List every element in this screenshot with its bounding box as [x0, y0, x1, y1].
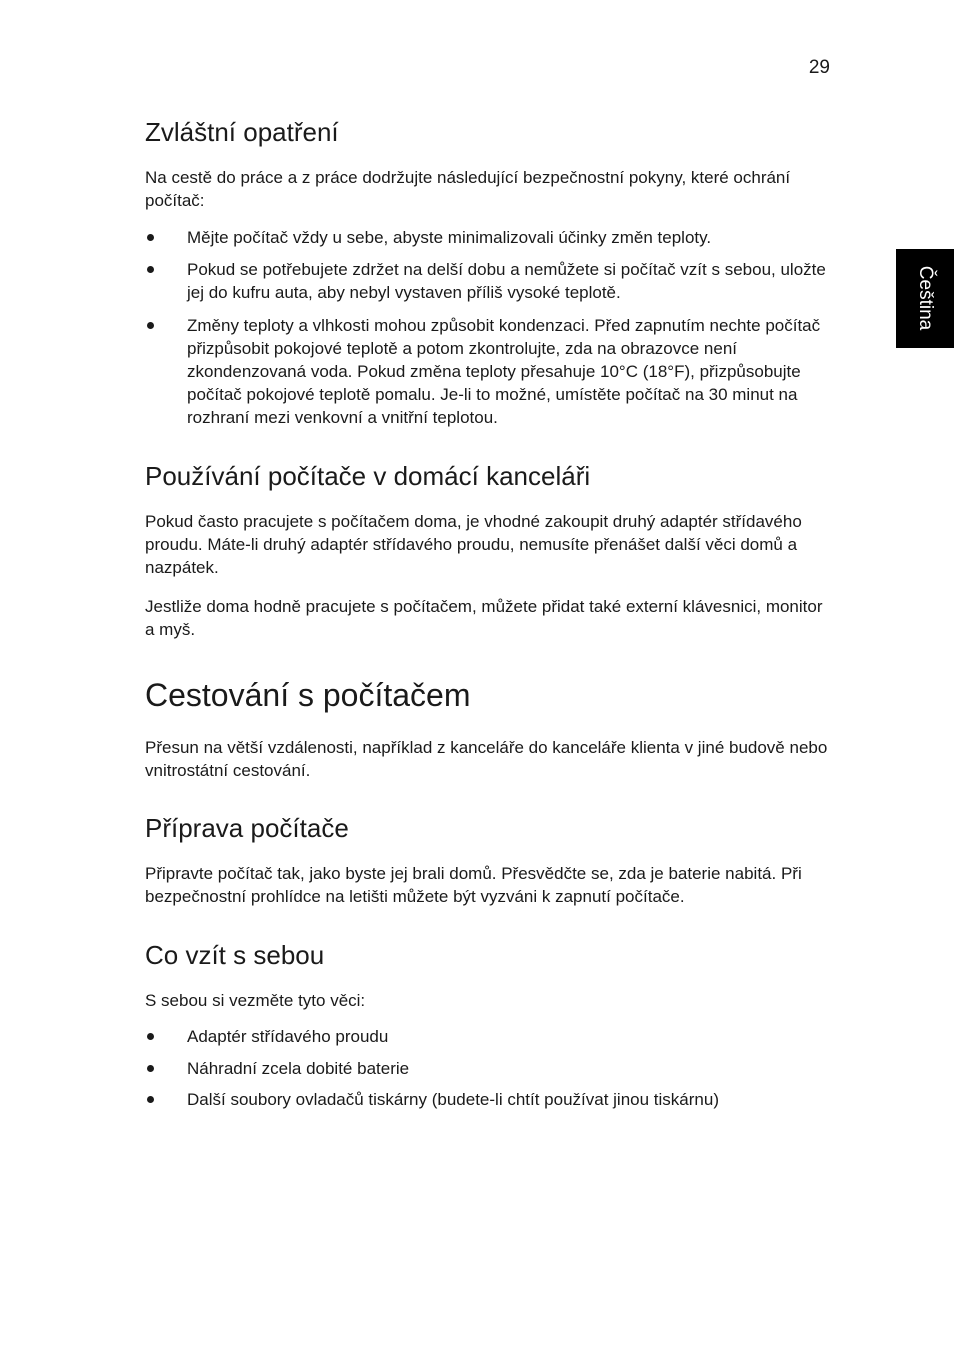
list-item-text: Mějte počítač vždy u sebe, abyste minimalizovali účinky změn teploty. — [187, 228, 712, 247]
language-tab-label: Čeština — [915, 265, 936, 331]
what-to-bring-intro: S sebou si vezměte tyto věci: — [145, 991, 366, 1010]
list-item-text: Změny teploty a vlhkosti mohou způsobit kondenzaci. Před zapnutím nechte počítač přizpůsobit pokojové teplotě a potom zkontrolujte, zda na obrazovce není zkondenzovaná voda. Pokud změna teploty přesahuje 10°C (18°F), přizpůsobujte počítač pokojové teplotě pomalu. Je-li to možné, umístěte počítač na 30 minut na rozhraní mezi venkovní a vnitřní teplotou. — [187, 315, 821, 428]
list-item — [145, 258, 835, 304]
list-item-text: Další soubory ovladačů tiskárny (budete-li chtít používat jinou tiskárnu) — [187, 1090, 719, 1110]
list-item — [145, 1088, 835, 1111]
home-office-paragraph-2: Jestliže doma hodně pracujete s počítačem, můžete přidat také externí klávesnici, monitor a myš. — [145, 597, 823, 640]
precautions-list — [145, 226, 835, 430]
preparing-paragraph: Připravte počítač tak, jako byste jej brali domů. Přesvědčte se, zda je baterie nabitá. Při bezpečnostní prohlídce na letišti můžete být vyzváni k zapnutí počítače. — [145, 864, 802, 907]
home-office-paragraph-1: Pokud často pracujete s počítačem doma, je vhodné zakoupit druhý adaptér střídavého proudu. Máte-li druhý adaptér střídavého proudu, nemusíte přenášet další věci domů a nazpátek. — [145, 512, 802, 578]
list-item — [145, 1025, 835, 1048]
list-item-text: Náhradní zcela dobité baterie — [187, 1058, 410, 1078]
bullet-icon — [147, 1065, 154, 1072]
bullet-icon — [147, 1033, 154, 1040]
section-title-special-precautions: Zvláštní opatření — [145, 117, 339, 147]
section-title-home-office: Používání počítače v domácí kanceláři — [145, 461, 591, 491]
section-title-what-to-bring: Co vzít s sebou — [145, 940, 325, 970]
list-item — [145, 226, 835, 249]
what-to-bring-list — [145, 1025, 835, 1112]
chapter-title-traveling: Cestování s počítačem — [145, 677, 471, 713]
chapter-intro-traveling: Přesun na větší vzdálenosti, například z kanceláře do kanceláře klienta v jiné budově nebo vnitrostátní cestování. — [145, 738, 828, 781]
section-title-preparing: Příprava počítače — [145, 813, 349, 843]
bullet-icon — [147, 322, 154, 329]
section-intro-special-precautions: Na cestě do práce a z práce dodržujte následující bezpečnostní pokyny, které ochrání počítač: — [145, 168, 791, 211]
list-item-text: Adaptér střídavého proudu — [187, 1027, 389, 1046]
list-item — [145, 1057, 835, 1080]
list-item-text: Pokud se potřebujete zdržet na delší dobu a nemůžete si počítač vzít s sebou, uložte jej do kufru auta, aby nebyl vystaven příliš vysoké teplotě. — [187, 260, 826, 303]
bullet-icon — [147, 1096, 154, 1103]
bullet-icon — [147, 234, 154, 241]
list-item — [145, 314, 835, 430]
page-number: 29 — [808, 57, 830, 78]
bullet-icon — [147, 266, 154, 273]
language-tab — [896, 249, 954, 348]
